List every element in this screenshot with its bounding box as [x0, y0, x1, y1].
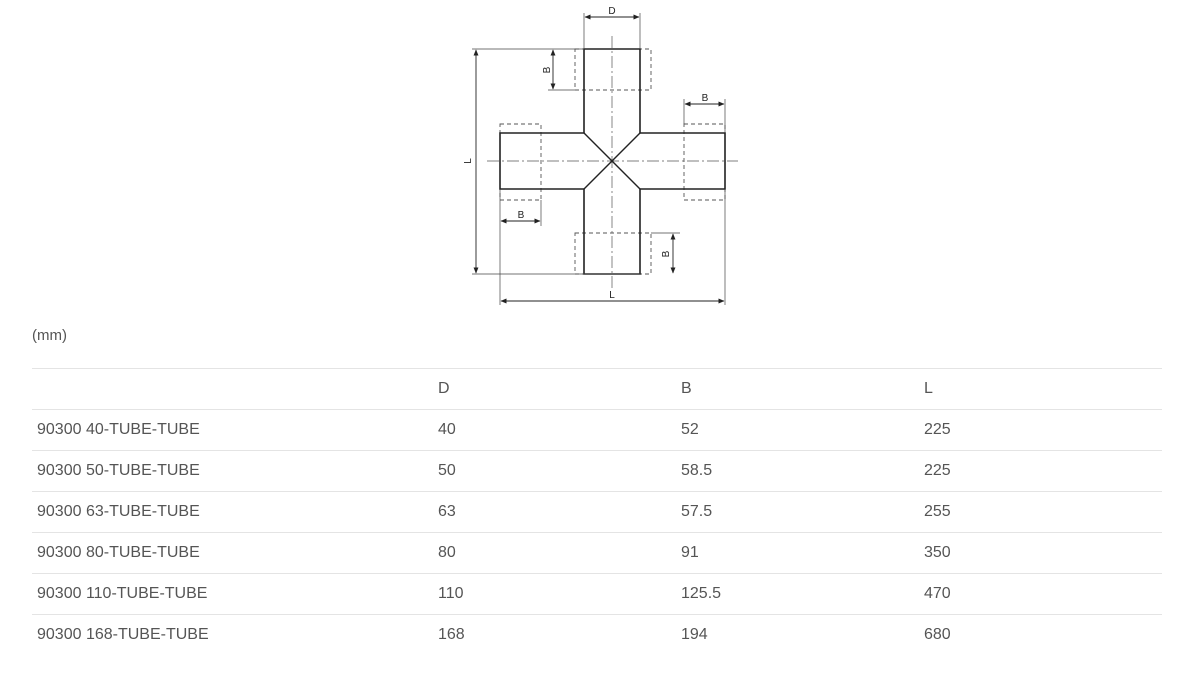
cell-d: 50 — [433, 451, 676, 492]
dimension-lines — [476, 17, 724, 301]
cell-product: 90300 63-TUBE-TUBE — [32, 492, 433, 533]
cell-d: 110 — [433, 574, 676, 615]
table-row — [32, 533, 1162, 574]
table-row — [32, 574, 1162, 615]
table-header-row — [32, 369, 1162, 410]
column-header-l: L — [919, 369, 1162, 410]
cell-b: 125.5 — [676, 574, 919, 615]
table-row — [32, 410, 1162, 451]
cell-d: 168 — [433, 615, 676, 656]
column-header-b: B — [676, 369, 919, 410]
cell-b: 58.5 — [676, 451, 919, 492]
column-header-product — [32, 369, 433, 410]
column-header-d: D — [433, 369, 676, 410]
table-row — [32, 451, 1162, 492]
cell-b: 91 — [676, 533, 919, 574]
cell-b: 52 — [676, 410, 919, 451]
cell-b: 194 — [676, 615, 919, 656]
cell-product: 90300 80-TUBE-TUBE — [32, 533, 433, 574]
cell-b: 57.5 — [676, 492, 919, 533]
dim-label-b-top: B — [542, 66, 553, 74]
cell-l: 350 — [919, 533, 1162, 574]
cross-fitting-diagram — [456, 2, 746, 312]
unit-label: (mm) — [32, 327, 67, 344]
cell-l: 225 — [919, 410, 1162, 451]
cell-l: 470 — [919, 574, 1162, 615]
dim-label-b-bottom: B — [661, 250, 672, 258]
cell-l: 225 — [919, 451, 1162, 492]
cell-product: 90300 110-TUBE-TUBE — [32, 574, 433, 615]
cell-d: 40 — [433, 410, 676, 451]
dim-label-d: D — [608, 6, 616, 17]
cell-l: 680 — [919, 615, 1162, 656]
cell-l: 255 — [919, 492, 1162, 533]
cell-d: 63 — [433, 492, 676, 533]
table-row — [32, 492, 1162, 533]
dim-label-b-left: B — [517, 210, 525, 221]
dim-label-l-horizontal: L — [609, 290, 615, 301]
cell-product: 90300 168-TUBE-TUBE — [32, 615, 433, 656]
cell-d: 80 — [433, 533, 676, 574]
dimensions-table — [32, 368, 1162, 655]
table-row — [32, 615, 1162, 656]
dim-label-b-right: B — [701, 93, 709, 104]
cell-product: 90300 50-TUBE-TUBE — [32, 451, 433, 492]
dim-label-l-vertical: L — [463, 158, 474, 164]
extension-lines — [472, 13, 725, 305]
cell-product: 90300 40-TUBE-TUBE — [32, 410, 433, 451]
